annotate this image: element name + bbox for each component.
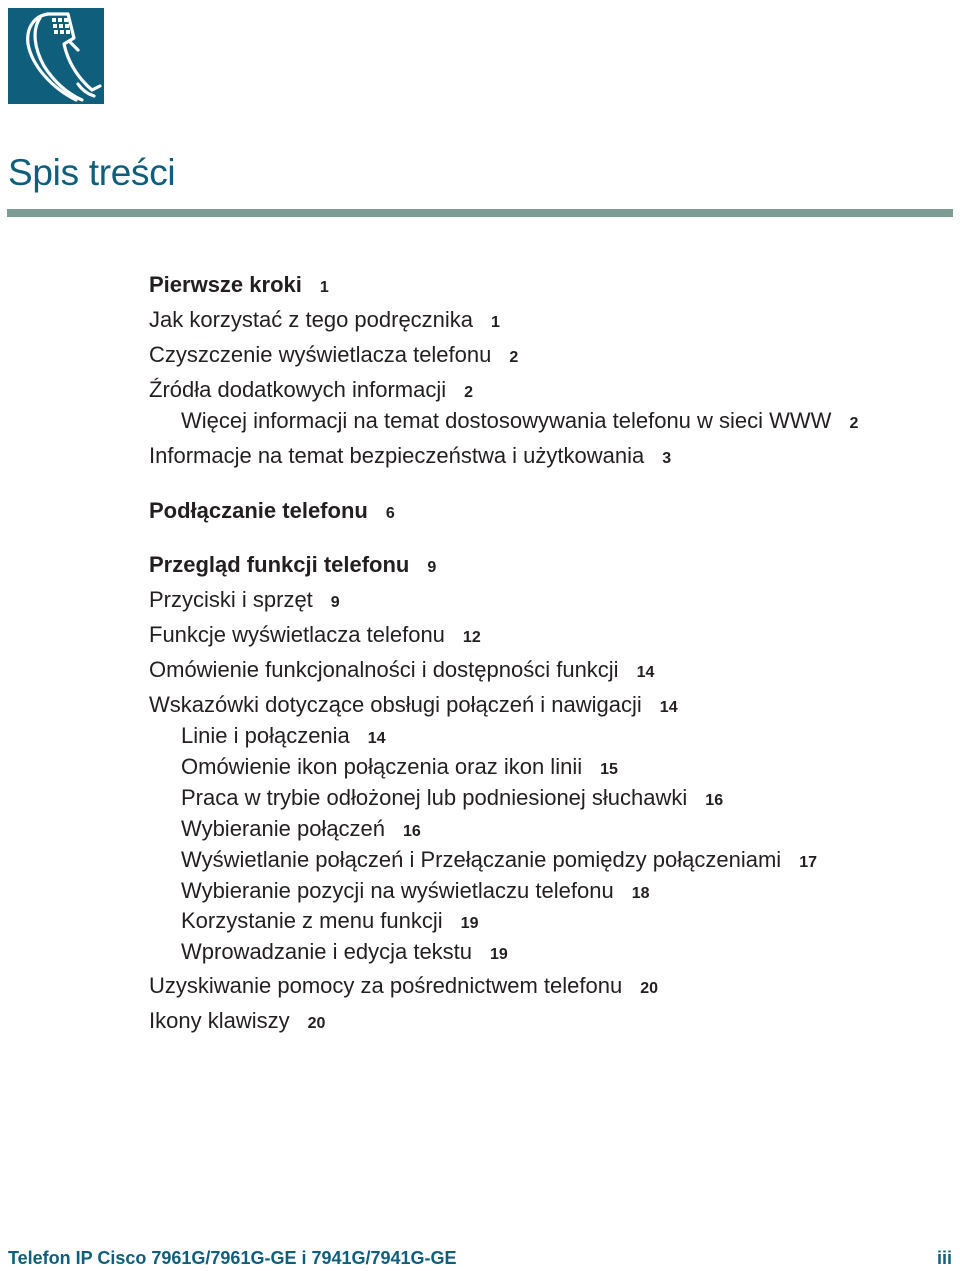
toc-entry-title: Informacje na temat bezpieczeństwa i użytkowania [149, 443, 645, 468]
toc-entry-page: 2 [849, 415, 859, 432]
toc-entry-page: 20 [640, 980, 659, 997]
toc-entry[interactable] [149, 694, 678, 716]
toc-entry[interactable] [149, 500, 395, 522]
toc-entry-title: Przegląd funkcji telefonu [149, 552, 410, 577]
toc-entry-title: Podłączanie telefonu [149, 498, 368, 523]
toc-entry-title: Przyciski i sprzęt [149, 587, 313, 612]
toc-entry-title: Wybieranie pozycji na wyświetlaczu telefonu [181, 878, 614, 903]
footer-page-number: iii [936, 1248, 952, 1268]
toc-entry-page: 14 [367, 730, 386, 747]
toc-entry[interactable] [181, 787, 723, 809]
toc-entry-title: Czyszczenie wyświetlacza telefonu [149, 342, 492, 367]
toc-entry-title: Ikony klawiszy [149, 1008, 290, 1033]
toc-entry-title: Wybieranie połączeń [181, 816, 386, 841]
toc-entry-page: 20 [307, 1015, 326, 1032]
toc-entry-page: 2 [509, 349, 519, 366]
toc-entry-page: 18 [631, 885, 650, 902]
toc-entry-page: 3 [662, 450, 672, 467]
toc-entry-title: Wyświetlanie połączeń i Przełączanie pomiędzy połączeniami [181, 847, 782, 872]
toc-entry[interactable] [149, 624, 481, 646]
toc-entry-title: Praca w trybie odłożonej lub podniesionej słuchawki [181, 785, 688, 810]
toc-entry-title: Uzyskiwanie pomocy za pośrednictwem telefonu [149, 973, 623, 998]
phone-handset-icon [8, 8, 104, 104]
toc-entry-page: 17 [799, 854, 817, 871]
toc-entry-page: 9 [330, 594, 340, 611]
toc-entry[interactable] [181, 880, 649, 902]
toc-entry-page: 14 [659, 699, 678, 716]
toc-entry-page: 19 [460, 915, 479, 932]
toc-entry-title: Omówienie funkcjonalności i dostępności funkcji [149, 657, 619, 682]
toc-entry-title: Więcej informacji na temat dostosowywania telefonu w sieci WWW [181, 408, 832, 433]
footer-product-name: Telefon IP Cisco 7961G/7961G-GE i 7941G/7941G-GE [8, 1248, 457, 1268]
toc-entry[interactable] [181, 410, 858, 432]
toc-entry-title: Wprowadzanie i edycja tekstu [181, 939, 473, 964]
toc-entry[interactable] [149, 554, 436, 576]
toc-entry[interactable] [149, 445, 671, 467]
cisco-logo [8, 8, 104, 104]
toc-entry[interactable] [149, 274, 329, 296]
toc-entry[interactable] [181, 756, 618, 778]
toc-entry[interactable] [149, 309, 500, 331]
title-divider [7, 209, 953, 217]
toc-entry-title: Funkcje wyświetlacza telefonu [149, 622, 445, 647]
toc-entry-page: 19 [490, 946, 508, 963]
page-footer [8, 1248, 952, 1270]
toc-entry-page: 12 [462, 629, 481, 646]
toc-entry[interactable] [181, 725, 386, 747]
toc-entry[interactable] [149, 659, 654, 681]
toc-entry[interactable] [181, 818, 421, 840]
toc-entry[interactable] [181, 941, 508, 963]
toc-entry-title: Jak korzystać z tego podręcznika [149, 307, 474, 332]
toc-entry[interactable] [149, 589, 340, 611]
toc-entry[interactable] [149, 379, 473, 401]
toc-entry-title: Wskazówki dotyczące obsługi połączeń i nawigacji [149, 692, 642, 717]
toc-entry-page: 1 [319, 279, 329, 296]
toc-entry[interactable] [181, 849, 817, 871]
toc-entry-title: Pierwsze kroki [149, 272, 302, 297]
toc-entry-page: 15 [600, 761, 618, 778]
toc-entry-title: Korzystanie z menu funkcji [181, 908, 443, 933]
toc-entry-page: 16 [403, 823, 421, 840]
page-title: Spis treści [8, 152, 176, 193]
toc-entry-page: 14 [636, 664, 655, 681]
toc-entry[interactable] [149, 1010, 325, 1032]
toc-entry-page: 16 [705, 792, 724, 809]
toc-entry-title: Linie i połączenia [181, 723, 350, 748]
toc-entry[interactable] [181, 910, 478, 932]
toc-entry-title: Omówienie ikon połączenia oraz ikon linii [181, 754, 583, 779]
toc-entry-page: 9 [427, 559, 437, 576]
toc-entry-page: 2 [464, 384, 474, 401]
toc-entry[interactable] [149, 975, 658, 997]
toc-entry-page: 1 [491, 314, 500, 331]
toc-entry-page: 6 [385, 505, 395, 522]
toc-entry[interactable] [149, 344, 518, 366]
toc-entry-title: Źródła dodatkowych informacji [149, 377, 447, 402]
